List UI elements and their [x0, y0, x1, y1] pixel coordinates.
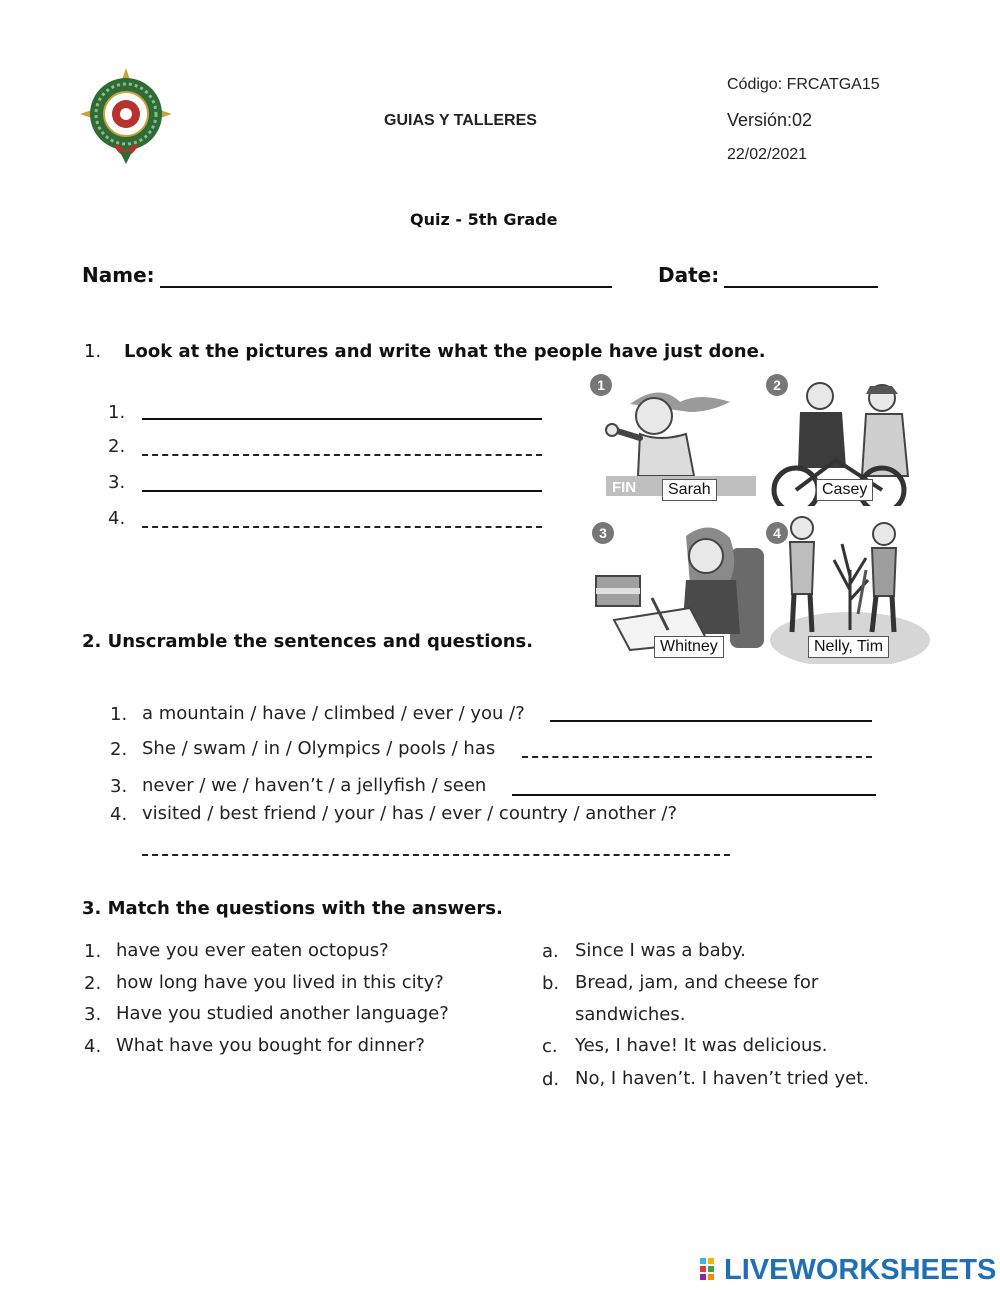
- name-label: Name:: [82, 263, 155, 287]
- section2-item-text: never / we / haven’t / a jellyfish / seen: [142, 775, 487, 796]
- section2-item-text: visited / best friend / your / has / ever / country / another /?: [142, 803, 677, 824]
- question-number: 3.: [84, 1004, 102, 1025]
- date-label: Date:: [658, 263, 720, 287]
- section1-answer-line[interactable]: [142, 472, 542, 492]
- caption-sarah: Sarah: [662, 479, 717, 501]
- section1-answer-line[interactable]: [142, 400, 542, 420]
- picture-nelly-tim: [768, 510, 932, 664]
- section2-answer-line[interactable]: [550, 702, 872, 722]
- section2-item-text: She / swam / in / Olympics / pools / has: [142, 738, 496, 759]
- answer-letter: d.: [542, 1069, 560, 1090]
- picture-badge: 4: [766, 522, 788, 544]
- section1-answer-line[interactable]: [142, 508, 542, 528]
- picture-badge: 1: [590, 374, 612, 396]
- answer-text: Yes, I have! It was delicious.: [575, 1035, 828, 1056]
- question-number: 1.: [84, 941, 102, 962]
- answer-text: Since I was a baby.: [575, 940, 746, 961]
- document-date: 22/02/2021: [727, 146, 808, 163]
- section1-answer-line[interactable]: [142, 436, 542, 456]
- section2-item-number: 3.: [110, 776, 128, 797]
- school-emblem-icon: [80, 68, 172, 166]
- document-title: GUIAS Y TALLERES: [384, 112, 537, 129]
- answer-text: Bread, jam, and cheese for: [575, 972, 819, 993]
- section1-number: 1.: [84, 341, 102, 362]
- answer-letter: c.: [542, 1036, 558, 1057]
- document-code: Código: FRCATGA15: [727, 76, 880, 93]
- question-text: Have you studied another language?: [116, 1003, 449, 1024]
- liveworksheets-logo-icon: [700, 1258, 722, 1284]
- caption-nelly-tim: Nelly, Tim: [808, 636, 889, 658]
- section2-item-number: 2.: [110, 739, 128, 760]
- caption-whitney: Whitney: [654, 636, 724, 658]
- quiz-title: Quiz - 5th Grade: [410, 210, 558, 229]
- section2-answer-line[interactable]: [512, 776, 876, 796]
- section2-item-text: a mountain / have / climbed / ever / you /?: [142, 703, 525, 724]
- question-text: how long have you lived in this city?: [116, 972, 444, 993]
- answer-text-continued: sandwiches.: [575, 1004, 686, 1025]
- section2-answer-line[interactable]: [142, 836, 730, 856]
- name-field[interactable]: [160, 266, 612, 288]
- section2-item-number: 1.: [110, 704, 128, 725]
- answer-text: No, I haven’t. I haven’t tried yet.: [575, 1068, 870, 1089]
- section2-item-number: 4.: [110, 804, 128, 825]
- picture-banner-text: FIN: [612, 479, 637, 496]
- question-text: have you ever eaten octopus?: [116, 940, 389, 961]
- section1-instruction: Look at the pictures and write what the people have just done.: [124, 341, 766, 362]
- picture-badge: 2: [766, 374, 788, 396]
- question-number: 4.: [84, 1036, 102, 1057]
- picture-casey: [766, 372, 928, 506]
- section2-title: 2. Unscramble the sentences and questions.: [82, 631, 534, 652]
- section1-item-number: 1.: [108, 402, 126, 423]
- section1-item-number: 3.: [108, 472, 126, 493]
- answer-letter: b.: [542, 973, 560, 994]
- picture-whitney: [590, 518, 768, 664]
- document-version: Versión:02: [727, 110, 813, 130]
- caption-casey: Casey: [816, 479, 873, 501]
- question-number: 2.: [84, 973, 102, 994]
- picture-badge: 3: [592, 522, 614, 544]
- answer-letter: a.: [542, 941, 559, 962]
- section1-item-number: 2.: [108, 436, 126, 457]
- picture-sarah: [590, 372, 758, 506]
- section1-item-number: 4.: [108, 508, 126, 529]
- question-text: What have you bought for dinner?: [116, 1035, 425, 1056]
- footer-brand: LIVEWORKSHEETS: [724, 1254, 997, 1286]
- section2-answer-line[interactable]: [522, 738, 872, 758]
- date-field[interactable]: [724, 266, 878, 288]
- section3-title: 3. Match the questions with the answers.: [82, 898, 503, 919]
